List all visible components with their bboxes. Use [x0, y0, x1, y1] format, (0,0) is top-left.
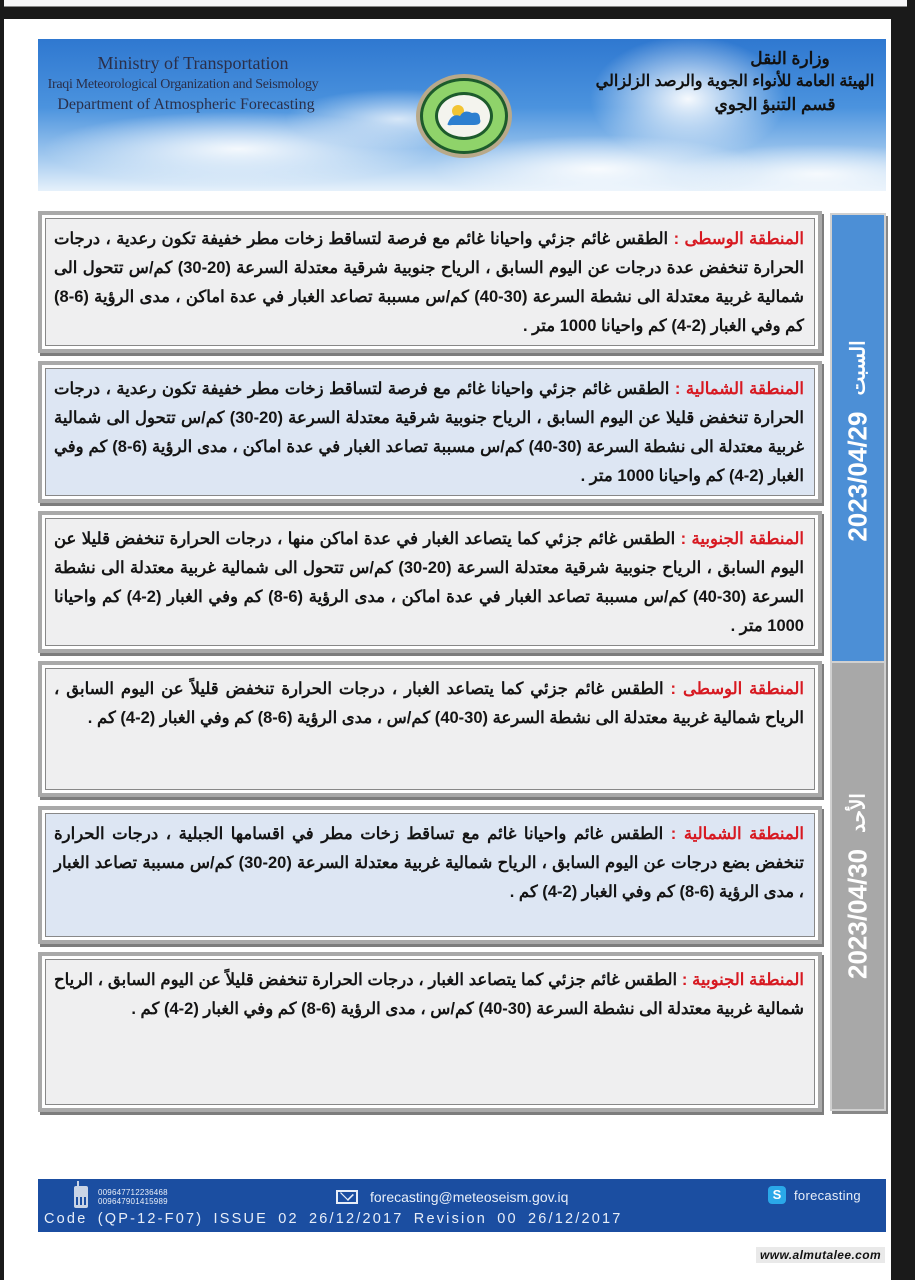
- organization-seal-icon: [414, 71, 514, 161]
- forecast-text: [54, 525, 804, 641]
- email-link[interactable]: forecasting@meteoseism.gov.iq: [370, 1189, 569, 1205]
- forecast-text: [54, 225, 804, 341]
- mail-icon: [336, 1190, 358, 1204]
- day-bar-sunday: [830, 661, 886, 1111]
- region-forecast: الطقس غائم واحيانا غائم مع تساقط زخات مطر في اقسامها الجبلية ، درجات الحرارة تنخفض بضع درجات عن اليوم السابق ، الرياح شمالية غربية معتدلة السرعة (20-30) كم/س مسببة تصاعد الغبار ، مدى الرؤية (6-8) كم وفي الغبار (2-4) كم .: [54, 825, 804, 901]
- region-forecast: الطقس غائم جزئي واحيانا غائم مع فرصة لتساقط زخات مطر خفيفة تكون رعدية ، درجات الحرارة تنخفض عدة درجات عن اليوم السابق ، الرياح جنوبية شرقية معتدلة السرعة (20-30) كم/س تتحول الى شمالية غربية معتدلة الى نشطة السرعة (30-40) كم/س مسببة تصاعد الغبار في عدة اماكن ، مدى الرؤية (6-8) كم وفي الغبار (2-4) كم واحيانا 1000 متر .: [54, 230, 804, 335]
- forecast-text: [54, 820, 804, 907]
- previous-page-edge: [4, 0, 907, 7]
- region-label: المنطقة الشمالية :: [674, 380, 804, 398]
- day2-northern-region: [38, 806, 822, 944]
- day-name: السبت: [847, 340, 870, 396]
- department-en: Department of Atmospheric Forecasting: [57, 96, 315, 113]
- day1-northern-region: [38, 361, 822, 503]
- region-label: المنطقة الجنوبية :: [680, 530, 804, 548]
- ministry-ar: وزارة النقل: [750, 49, 830, 68]
- region-label: المنطقة الوسطى :: [673, 230, 804, 248]
- forecast-page: [4, 19, 891, 1280]
- arabic-titles: [590, 49, 880, 115]
- department-ar: قسم التنبؤ الجوي: [714, 95, 836, 114]
- organization-en: Iraqi Meteorological Organization and Seismology: [47, 77, 319, 92]
- skype-icon: S: [768, 1186, 786, 1204]
- day2-central-region: [38, 661, 822, 797]
- day-date: 2023/04/29: [842, 411, 873, 542]
- phone-icon: [74, 1186, 88, 1208]
- phone-number: 009647901415989: [98, 1197, 168, 1206]
- header-banner: [38, 39, 886, 191]
- forecast-text: [54, 675, 804, 733]
- ministry-en: Ministry of Transportation: [97, 53, 289, 73]
- day-name: الأحد: [847, 793, 870, 833]
- day-date: 2023/04/30: [842, 848, 873, 979]
- forecast-text: [54, 966, 804, 1024]
- region-label: المنطقة الوسطى :: [670, 680, 804, 698]
- forecast-text: [54, 375, 804, 491]
- day1-central-region: [38, 211, 822, 353]
- phone-number: 009647712236468: [98, 1188, 168, 1197]
- region-forecast: الطقس غائم جزئي كما يتصاعد الغبار ، درجات الحرارة تنخفض قليلاً عن اليوم السابق ، الرياح شمالية غربية معتدلة الى نشطة السرعة (30-40) كم/س ، مدى الرؤية (6-8) كم وفي الغبار (2-4) كم .: [54, 971, 804, 1018]
- region-forecast: الطقس غائم جزئي كما يتصاعد الغبار ، درجات الحرارة تنخفض قليلاً عن اليوم السابق ، الرياح شمالية غربية معتدلة الى نشطة السرعة (30-40) كم/س ، مدى الرؤية (6-8) كم وفي الغبار (2-4) كم .: [54, 680, 804, 727]
- phone-numbers: [98, 1188, 168, 1206]
- day-bar-saturday: [830, 213, 886, 669]
- english-titles: [38, 53, 328, 114]
- organization-ar: الهيئة العامة للأنواء الجوية والرصد الزلزالي: [595, 73, 875, 90]
- skype-handle: forecasting: [794, 1188, 861, 1203]
- region-forecast: الطقس غائم جزئي كما يتصاعد الغبار في عدة اماكن منها ، درجات الحرارة تنخفض قليلا عن اليوم السابق ، الرياح جنوبية شرقية معتدلة السرعة (20-30) كم/س تتحول الى شمالية غربية معتدلة الى نشطة السرعة (30-40) كم/س مسببة تصاعد الغبار في عدة اماكن ، مدى الرؤية (6-8) كم وفي الغبار (2-4) كم واحيانا 1000 متر .: [54, 530, 804, 635]
- day2-southern-region: [38, 952, 822, 1112]
- document-code: Code (QP-12-F07) ISSUE 02 26/12/2017 Revision 00 26/12/2017: [44, 1211, 623, 1227]
- region-forecast: الطقس غائم جزئي واحيانا غائم مع فرصة لتساقط زخات مطر خفيفة تكون رعدية ، درجات الحرارة تنخفض قليلا عن اليوم السابق ، الرياح جنوبية شرقية معتدلة السرعة (20-30) كم/س تتحول الى شمالية غربية معتدلة الى نشطة السرعة (30-40) كم/س مسببة تصاعد الغبار في عدة اماكن ، مدى الرؤية (6-8) كم وفي الغبار (2-4) كم واحيانا 1000 متر .: [54, 380, 804, 485]
- region-label: المنطقة الجنوبية :: [681, 971, 804, 989]
- watermark: www.almutalee.com: [756, 1247, 885, 1263]
- contact-footer: [38, 1179, 886, 1232]
- region-label: المنطقة الشمالية :: [670, 825, 804, 843]
- day1-southern-region: [38, 511, 822, 653]
